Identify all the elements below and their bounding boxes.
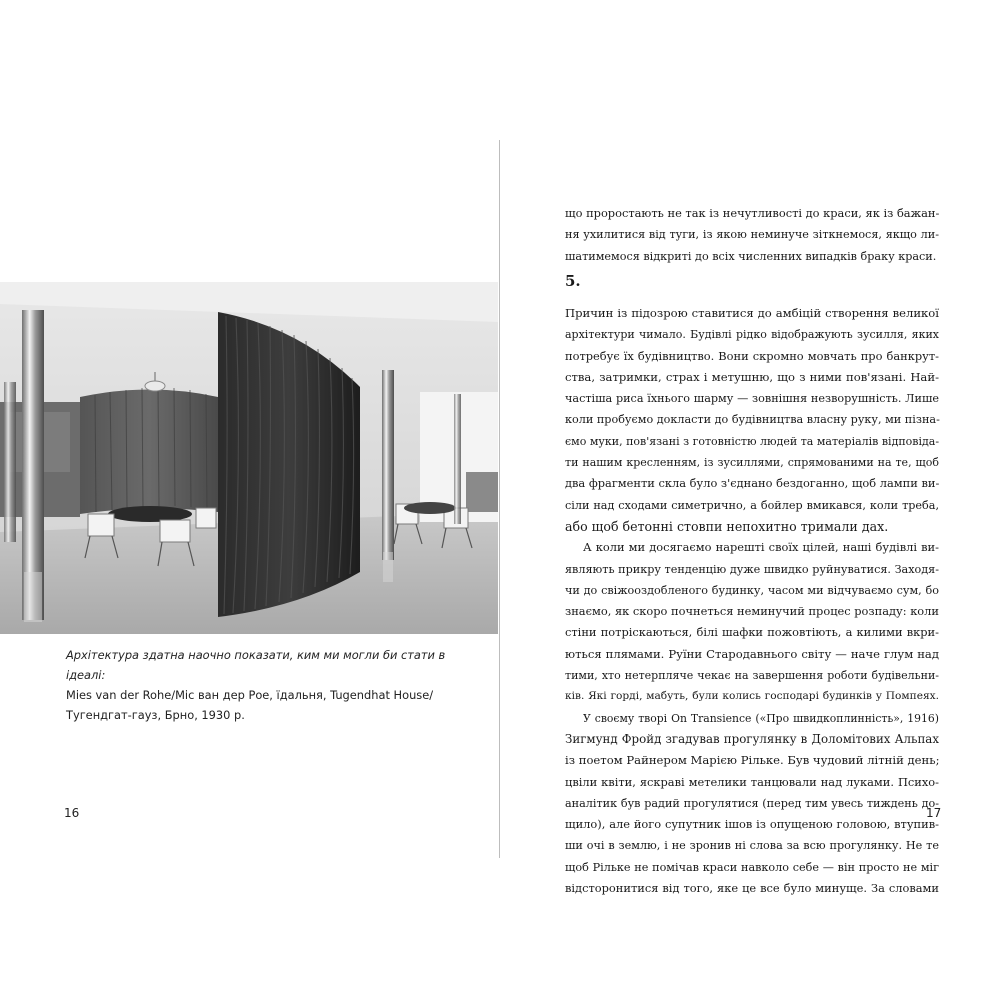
text-line: шатимемося відкриті до всіх численних випадків браку краси. (565, 249, 937, 263)
text-line: ства, затримки, страх і метушню, що з ними пов'язані. Най- (565, 369, 939, 384)
caption-credit-line: Тугендгат-гауз, Брно, 1930 р. (66, 708, 245, 722)
text-line: ків. Які горді, мабуть, були колись господарі будинків у Помпеях. (565, 690, 939, 703)
text-line: два фрагменти скла було з'єднано бездоганно, щоб лампи ви- (565, 476, 940, 491)
text-line: що проростають не так із нечутливості до краси, як із бажан- (565, 206, 940, 220)
text-line: стіни потріскаються, білі шафки пожовтіють, а килими вкри- (565, 625, 939, 640)
caption-credit-line: Mies van der Rohe/Міс ван дер Рое, їдальня, Tugendhat House/ (66, 688, 434, 702)
text-line: частіша риса їхнього шарму — зовнішня незворушність. Лише (565, 392, 939, 406)
text-line: потребує їх будівництво. Вони скромно мовчать про банкрут- (565, 348, 939, 363)
text-line: щило), але його супутник ішов із опущеною головою, втупив- (565, 817, 939, 832)
book-gutter (499, 140, 500, 858)
right-page (502, 0, 1000, 1000)
left-page (0, 0, 498, 1000)
section-heading: 5. (565, 272, 581, 290)
text-line: щоб Рільке не помічав краси навколо себе — він просто не міг (565, 860, 939, 874)
interior-photo (0, 282, 498, 634)
text-line: або щоб бетонні стовпи непохитно тримали дах. (565, 518, 889, 534)
text-line: ються плямами. Руїни Стародавнього світу — наче глум над (565, 646, 939, 661)
text-line: являють прикру тенденцію дуже швидко руйнуватися. Заходя- (565, 562, 939, 576)
text-line: А коли ми досягаємо нарешті своїх цілей, наші будівлі ви- (583, 540, 939, 555)
text-line: аналітик був радий прогулятися (перед тим увесь тиждень до- (565, 796, 939, 810)
text-line: ти нашим кресленням, із зусиллями, спрямованими на те, щоб (565, 456, 939, 470)
text-line: ємо муки, пов'язані з готовністю людей та матеріалів відповіда- (565, 434, 940, 448)
text-line: ши очі в землю, і не зронив ні слова за всю прогулянку. Не те (565, 839, 939, 853)
text-line: тими, хто нетерпляче чекає на завершення роботи будівельни- (565, 669, 939, 683)
text-line: відсторонитися від того, яке це все було минуще. За словами (565, 881, 939, 896)
text-line: знаємо, як скоро почнеться неминучий процес розпаду: коли (565, 604, 939, 619)
text-line: чи до свіжооздобленого будинку, часом ми відчуваємо сум, бо (565, 583, 939, 597)
text-line: цвіли квіти, яскраві метелики танцювали над луками. Психо- (565, 774, 939, 789)
text-line: коли пробуємо докласти до будівництва власну руку, ми пізна- (565, 413, 940, 427)
text-line: Причин із підозрою ставитися до амбіцій створення великої (565, 306, 939, 320)
body-text (565, 303, 942, 899)
photo-caption (66, 645, 486, 725)
page-number-right: 17 (926, 806, 942, 820)
text-line: сіли над сходами симетрично, а бойлер вмикався, коли треба, (565, 498, 939, 512)
opening-paragraph (565, 203, 939, 267)
text-line: Зигмунд Фройд згадував прогулянку в Доломітових Альпах (565, 731, 939, 746)
text-line: із поетом Райнером Марією Рільке. Був чудовий літній день; (565, 753, 940, 768)
text-line: ня ухилитися від туги, із якою неминуче зіткнемося, якщо ли- (565, 228, 939, 242)
text-line: У своєму творі On Transience («Про швидкоплинність», 1916) (583, 711, 939, 725)
text-line: архітектури чимало. Будівлі рідко відображують зусилля, яких (565, 328, 939, 342)
caption-italic-line: Архітектура здатна наочно показати, ким ми могли би стати в ідеалі: (66, 648, 446, 682)
page-number-left: 16 (64, 806, 80, 820)
